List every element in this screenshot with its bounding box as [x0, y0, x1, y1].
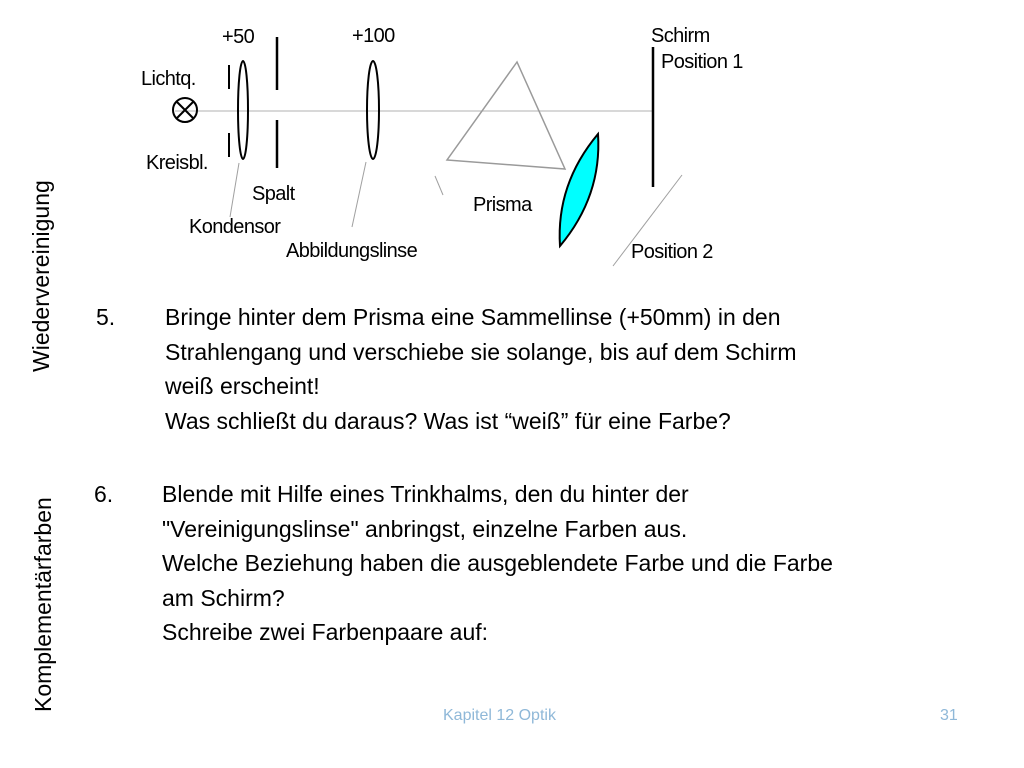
label-lens-50: +50 — [222, 26, 255, 48]
step-5-line: Bringe hinter dem Prisma eine Sammellinse (+50mm) in den — [165, 304, 781, 330]
leader-condenser — [230, 163, 239, 217]
step-6-number: 6. — [94, 481, 114, 507]
step-6-line: am Schirm? — [162, 584, 285, 611]
label-lens-100: +100 — [352, 25, 395, 47]
label-condenser: Kondensor — [189, 216, 281, 238]
step-6-line: Welche Beziehung haben die ausgeblendete Farbe und die Farbe — [162, 550, 833, 576]
label-light-source: Lichtq. — [141, 68, 196, 90]
step-6-line: Blende mit Hilfe eines Trinkhalms, den du hinter der — [162, 481, 689, 507]
leader-prism — [435, 176, 443, 195]
step-5-number: 5. — [96, 304, 116, 330]
side-label-recombination: Wiedervereinigung — [28, 180, 54, 372]
step-6-text — [162, 477, 833, 650]
prism-triangle — [447, 62, 565, 169]
footer-chapter: Kapitel 12 Optik — [443, 707, 556, 724]
label-position-1: Position 1 — [661, 51, 743, 73]
step-5-line: Was schließt du daraus? Was ist “weiß” für eine Farbe? — [165, 407, 731, 434]
imaging-lens — [367, 61, 379, 159]
label-slit: Spalt — [252, 183, 295, 205]
leader-imaging-lens — [352, 162, 366, 227]
footer-page-number: 31 — [940, 707, 958, 724]
optics-setup-diagram — [0, 0, 1024, 300]
label-position-2: Position 2 — [631, 241, 713, 263]
condenser-lens — [238, 61, 248, 159]
label-imaging-lens: Abbildungslinse — [286, 240, 418, 262]
step-6-line: "Vereinigungslinse" anbringst, einzelne Farben aus. — [162, 515, 688, 542]
light-source-symbol — [173, 98, 197, 122]
label-aperture: Kreisbl. — [146, 152, 208, 174]
label-screen: Schirm — [651, 25, 710, 47]
converging-lens-cyan — [560, 134, 599, 246]
step-6-line: Schreibe zwei Farbenpaare auf: — [162, 619, 489, 645]
step-5-text — [165, 300, 797, 438]
step-5-line: weiß erscheint! — [165, 373, 320, 399]
side-label-complementary-colors: Komplementärfarben — [30, 497, 56, 712]
label-prism: Prisma — [473, 194, 532, 216]
step-5-line: Strahlengang und verschiebe sie solange, bis auf dem Schirm — [165, 338, 797, 365]
